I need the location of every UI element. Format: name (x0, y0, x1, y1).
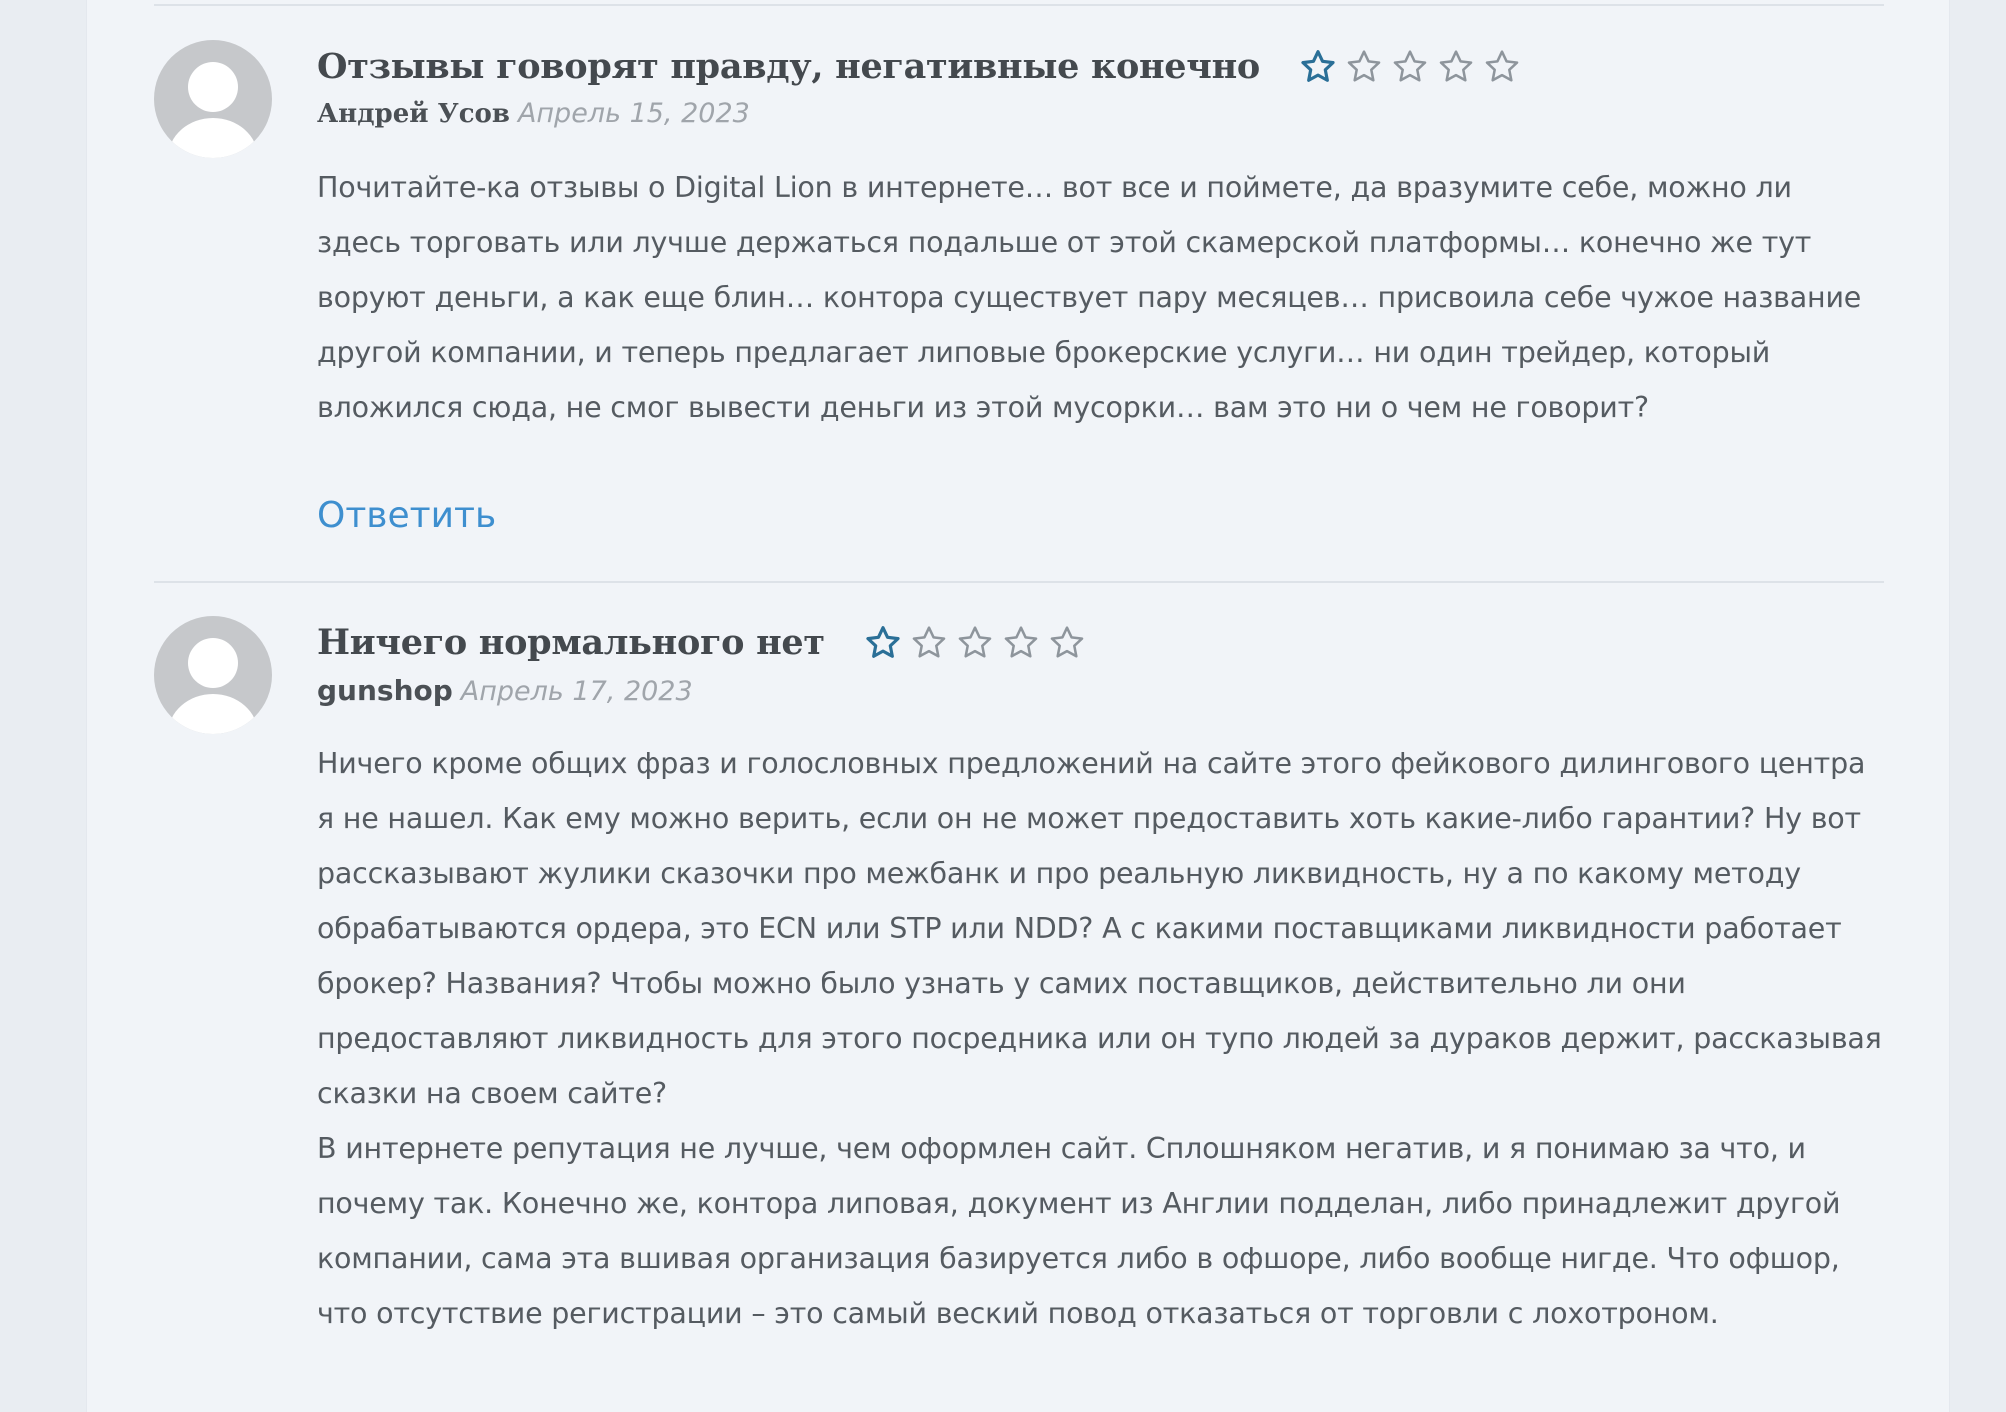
comment-divider (154, 581, 1884, 583)
star-icon (957, 625, 993, 659)
reply-link[interactable]: Ответить (317, 495, 497, 536)
star-icon (911, 625, 947, 659)
review-title: Отзывы говорят правду, негативные конечно (317, 45, 1260, 87)
review-meta (317, 674, 1884, 714)
star-rating (1300, 49, 1520, 83)
review-header (317, 616, 1884, 668)
user-avatar-icon (154, 616, 272, 734)
review-paragraph: Ничего кроме общих фраз и голословных предложений на сайте этого фейкового дилингового центра я не нашел. Как ему можно верить, если он не может предоставить хоть какие-либо гарантии? Ну вот рассказывают жулики сказочки про межбанк и про реальную ликвидность, ну а по какому методу обрабатываются ордера, это ECN или STP или NDD? А с какими поставщиками ликвидности работает брокер? Названия? Чтобы можно было узнать у самих поставщиков, действительно ли они предоставляют ликвидность для этого посредника или он тупо людей за дураков держит, рассказывая сказки на своем сайте? (317, 747, 1882, 1110)
review-content (317, 616, 1884, 1341)
review-date: Апрель 17, 2023 (460, 676, 693, 707)
review-meta (317, 98, 1884, 138)
star-icon (1392, 49, 1428, 83)
review-header (317, 40, 1884, 92)
review-author: Андрей Усов (317, 99, 510, 129)
star-icon (1300, 49, 1336, 83)
star-icon (1346, 49, 1382, 83)
star-icon (1484, 49, 1520, 83)
star-icon (865, 625, 901, 659)
star-icon (1003, 625, 1039, 659)
review-author: gunshop (317, 674, 453, 707)
review-text (317, 160, 1884, 435)
review-paragraph: В интернете репутация не лучше, чем оформлен сайт. Сплошняком негатив, и я понимаю за что, и почему так. Конечно же, контора липовая, документ из Англии подделан, либо принадлежит другой компании, сама эта вшивая организация базируется либо в офшоре, либо вообще нигде. Что офшор, что отсутствие регистрации – это самый веский повод отказаться от торговли с лохотроном. (317, 1132, 1841, 1330)
review-title: Ничего нормального нет (317, 621, 825, 663)
review-date: Апрель 15, 2023 (517, 98, 750, 129)
comment-divider-top (154, 4, 1884, 6)
review-paragraph: Почитайте-ка отзывы о Digital Lion в интернете… вот все и поймете, да вразумите себе, можно ли здесь торговать или лучше держаться подальше от этой скамерской платформы… конечно же тут воруют деньги, а как еще блин… контора существует пару месяцев… присвоила себе чужое название другой компании, и теперь предлагает липовые брокерские услуги… ни один трейдер, который вложился сюда, не смог вывести деньги из этой мусорки… вам это ни о чем не говорит? (317, 171, 1862, 424)
star-icon (1049, 625, 1085, 659)
user-avatar-icon (154, 40, 272, 158)
review-text (317, 736, 1884, 1341)
star-rating (865, 625, 1085, 659)
star-icon (1438, 49, 1474, 83)
review-content (317, 40, 1884, 536)
